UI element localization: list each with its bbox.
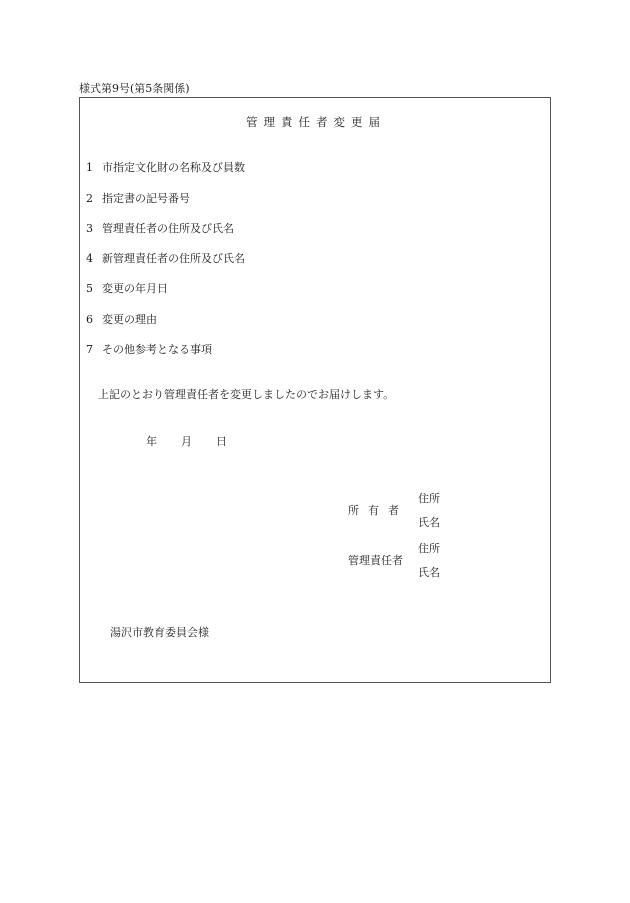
item-label: 新管理責任者の住所及び氏名	[102, 252, 245, 265]
owner-role-label: 所有者	[348, 504, 408, 517]
list-item	[86, 280, 168, 296]
list-item	[86, 190, 190, 206]
item-label: その他参考となる事項	[102, 343, 212, 356]
list-item	[86, 250, 245, 266]
owner-address-label: 住所	[418, 492, 440, 505]
form-frame	[79, 97, 551, 683]
form-number-label: 様式第9号(第5条関係)	[79, 82, 190, 95]
date-month-label: 月	[181, 435, 192, 448]
item-number: 1	[86, 161, 93, 174]
item-number: 4	[86, 252, 93, 265]
item-number: 3	[86, 222, 93, 235]
item-label: 変更の理由	[102, 313, 157, 326]
item-label: 指定書の記号番号	[102, 192, 190, 205]
manager-name-label: 氏名	[418, 566, 440, 579]
manager-address-label: 住所	[418, 542, 440, 555]
date-day-label: 日	[216, 435, 227, 448]
item-number: 6	[86, 313, 93, 326]
item-number: 7	[86, 343, 93, 356]
list-item	[86, 311, 157, 327]
manager-role-label: 管理責任者	[348, 554, 403, 567]
item-label: 市指定文化財の名称及び員数	[102, 161, 245, 174]
list-item	[86, 341, 212, 357]
document-title: 管理責任者変更届	[246, 115, 386, 129]
list-item	[86, 159, 245, 175]
owner-name-label: 氏名	[418, 516, 440, 529]
list-item	[86, 220, 234, 236]
item-number: 5	[86, 282, 93, 295]
recipient-line: 湯沢市教育委員会様	[110, 626, 209, 639]
date-year-label: 年	[146, 435, 157, 448]
declaration-statement: 上記のとおり管理責任者を変更しましたのでお届けします。	[98, 388, 395, 401]
item-label: 管理責任者の住所及び氏名	[102, 222, 234, 235]
item-label: 変更の年月日	[102, 282, 168, 295]
item-number: 2	[86, 192, 93, 205]
